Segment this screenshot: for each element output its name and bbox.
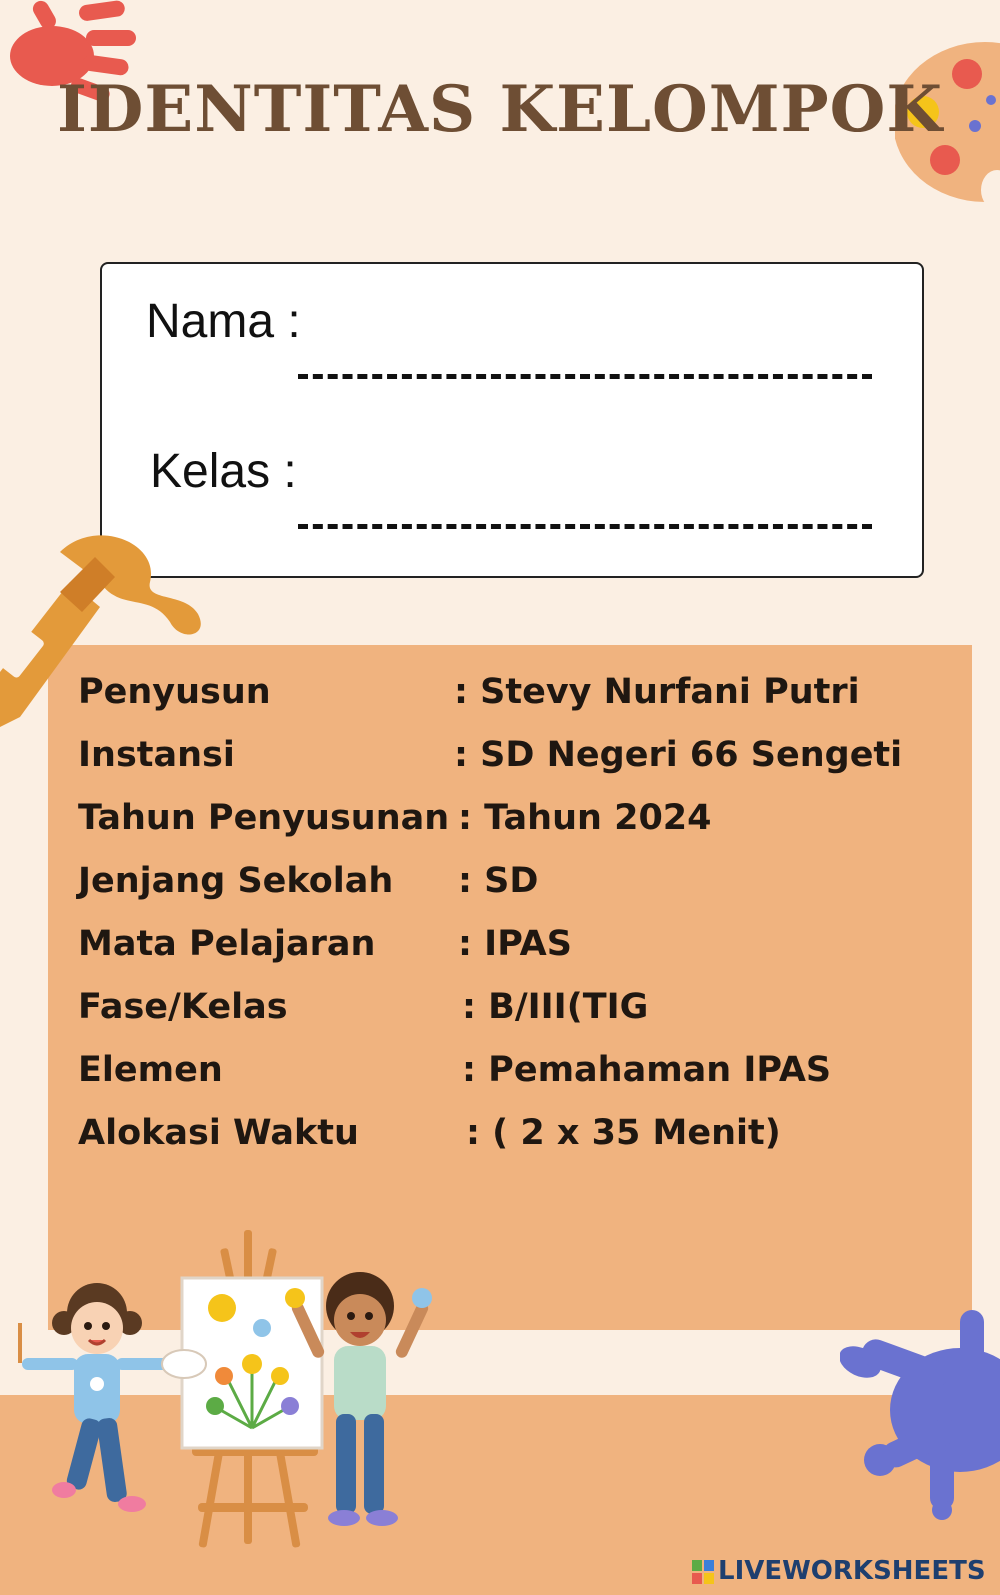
- children-painting-illustration: [12, 1228, 452, 1550]
- info-label: Tahun Penyusunan: [78, 798, 450, 838]
- liveworksheets-brand[interactable]: [692, 1556, 986, 1590]
- identity-box: [100, 262, 924, 578]
- kelas-input[interactable]: [298, 476, 872, 518]
- info-label: Alokasi Waktu: [78, 1113, 359, 1153]
- nama-underline: [298, 374, 872, 379]
- paint-splash-icon: [840, 1310, 1000, 1520]
- info-value: : ( 2 x 35 Menit): [466, 1113, 781, 1153]
- info-value: : SD: [458, 861, 539, 901]
- info-value: : Tahun 2024: [458, 798, 712, 838]
- info-value: : SD Negeri 66 Sengeti: [454, 735, 903, 775]
- info-label: Elemen: [78, 1050, 223, 1090]
- info-value: : Pemahaman IPAS: [462, 1050, 832, 1090]
- info-label: Penyusun: [78, 672, 271, 712]
- info-label: Mata Pelajaran: [78, 924, 376, 964]
- kelas-label: Kelas :: [150, 445, 297, 498]
- info-label: Jenjang Sekolah: [78, 861, 394, 901]
- info-label: Instansi: [78, 735, 235, 775]
- info-value: : Stevy Nurfani Putri: [454, 672, 860, 712]
- brand-text: LIVEWORKSHEETS: [718, 1556, 986, 1586]
- page-title: IDENTITAS KELOMPOK: [56, 72, 944, 147]
- kelas-underline: [298, 524, 872, 529]
- nama-input[interactable]: [298, 326, 872, 368]
- liveworksheets-logo-icon: [692, 1560, 714, 1584]
- info-label: Fase/Kelas: [78, 987, 288, 1027]
- info-value: : IPAS: [458, 924, 572, 964]
- nama-label: Nama :: [146, 295, 301, 348]
- info-value: : B/III(TIG: [462, 987, 649, 1027]
